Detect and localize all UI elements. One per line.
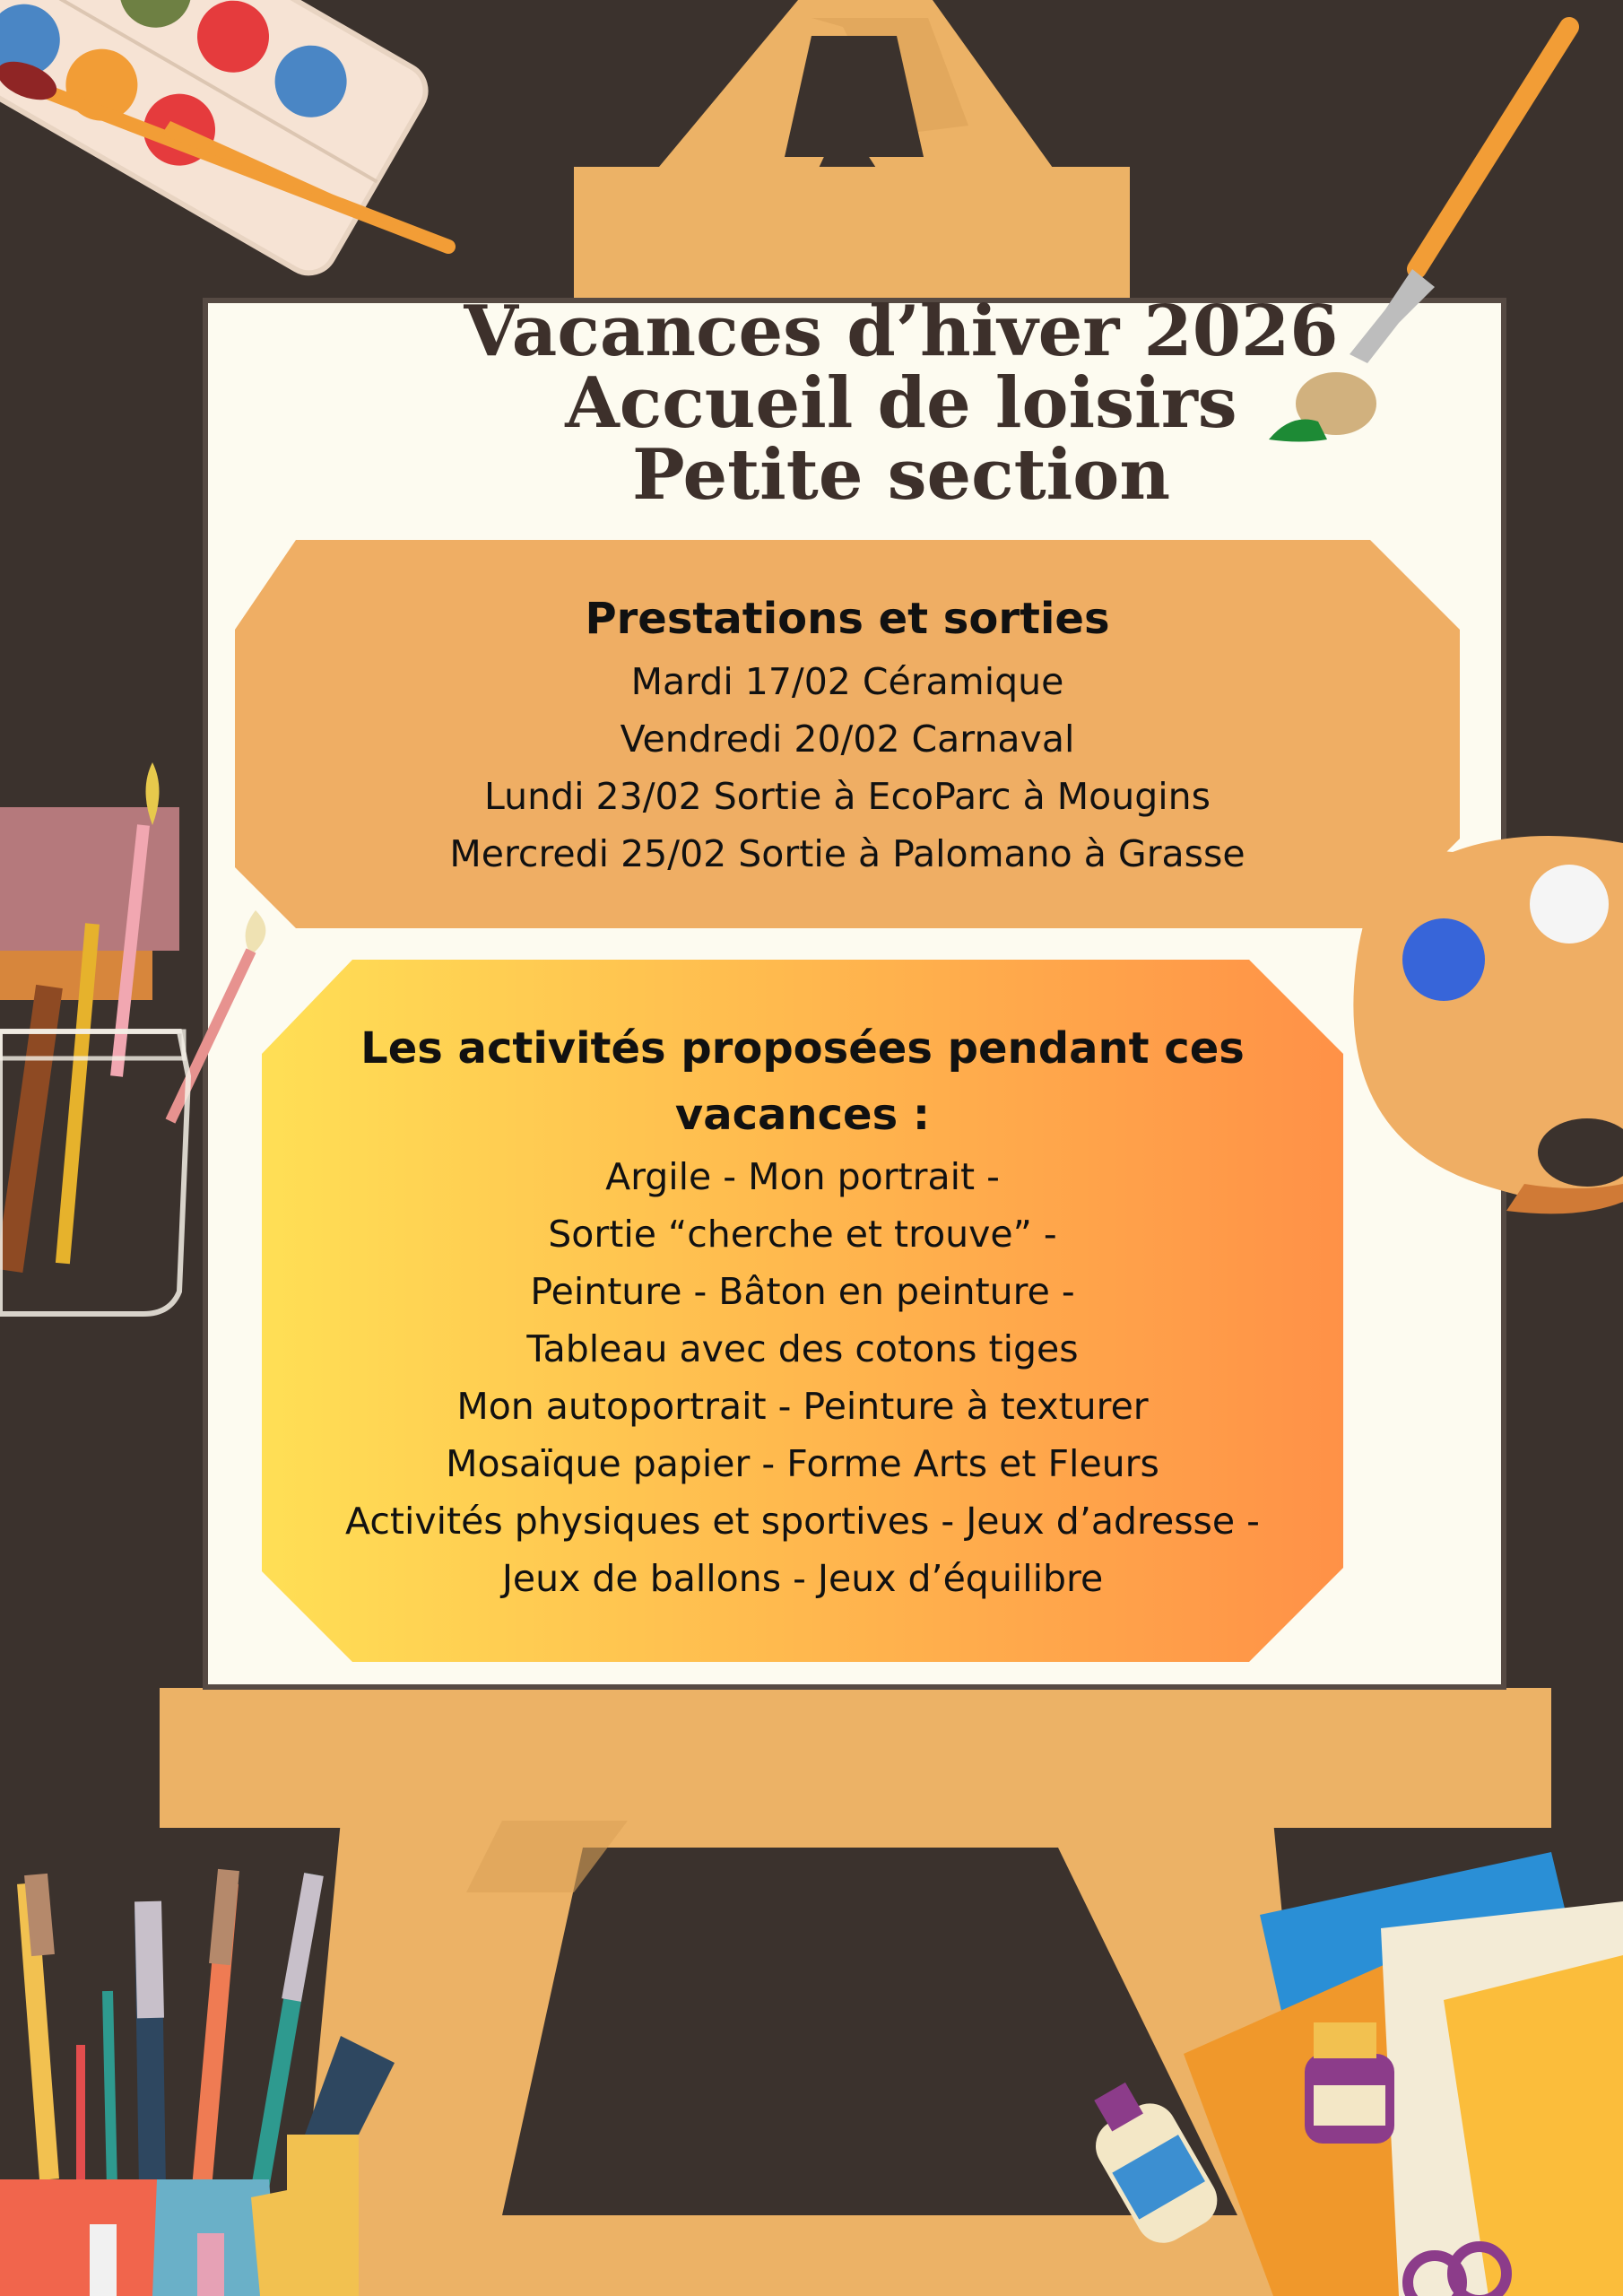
activite-item: Peinture - Bâton en peinture - bbox=[530, 1270, 1075, 1313]
prestation-item: Lundi 23/02 Sortie à EcoParc à Mougins bbox=[483, 775, 1211, 818]
poster-title bbox=[448, 291, 1354, 516]
activites-content bbox=[296, 1015, 1309, 1607]
watercolor-palette-icon bbox=[0, 0, 436, 283]
title-line-3: Petite section bbox=[631, 434, 1171, 516]
activite-item: Sortie “cherche et trouve” - bbox=[548, 1213, 1057, 1256]
title-line-2: Accueil de loisirs bbox=[565, 362, 1237, 444]
activite-item: Activités physiques et sportives - Jeux d’adresse - bbox=[345, 1500, 1260, 1543]
prestation-item: Mardi 17/02 Céramique bbox=[630, 660, 1064, 703]
prestations-heading: Prestations et sorties bbox=[585, 594, 1110, 644]
activite-item: Mosaïque papier - Forme Arts et Fleurs bbox=[446, 1442, 1159, 1485]
prestation-item: Mercredi 25/02 Sortie à Palomano à Grasse bbox=[449, 832, 1245, 875]
title-line-1: Vacances d’hiver 2026 bbox=[464, 291, 1339, 372]
activite-item: Jeux de ballons - Jeux d’équilibre bbox=[501, 1557, 1104, 1600]
prestation-item: Vendredi 20/02 Carnaval bbox=[620, 718, 1075, 761]
activite-item: Mon autoportrait - Peinture à texturer bbox=[456, 1385, 1149, 1428]
prestations-content bbox=[269, 585, 1426, 883]
activite-item: Tableau avec des cotons tiges bbox=[526, 1327, 1079, 1370]
activites-heading-line-1: Les activités proposées pendant ces bbox=[360, 1023, 1245, 1074]
activites-heading-line-2: vacances : bbox=[674, 1090, 931, 1140]
activite-item: Argile - Mon portrait - bbox=[605, 1155, 1000, 1198]
